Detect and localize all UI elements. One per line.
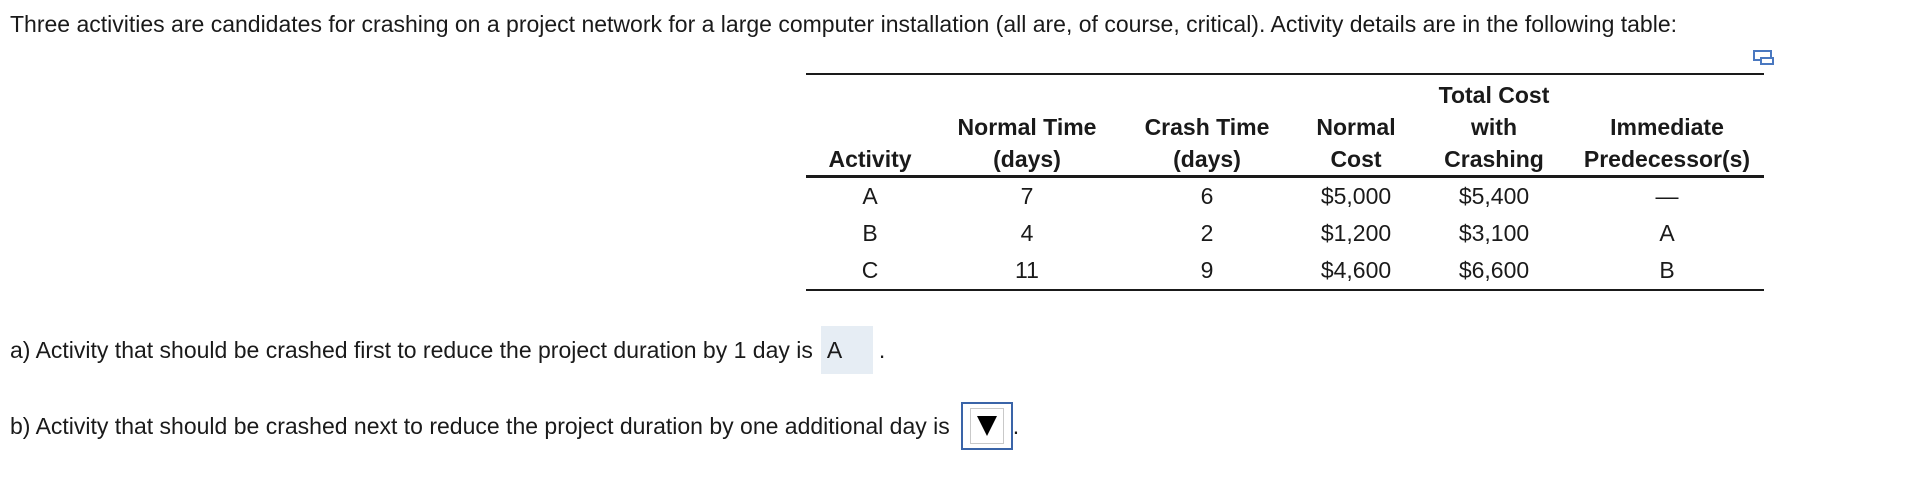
header-predecessors: Immediate Predecessor(s) <box>1570 74 1764 177</box>
cell-normal-time: 7 <box>1020 183 1034 209</box>
triangle-down-icon <box>977 416 997 436</box>
table-row <box>806 252 1764 290</box>
cell-crash-time: 6 <box>1200 183 1214 209</box>
cell-activity: B <box>862 220 878 246</box>
table-header-row <box>806 74 1764 177</box>
question-a-period: . <box>878 337 886 363</box>
answer-b-dropdown[interactable] <box>961 402 1013 450</box>
intro-text: Three activities are candidates for crashing on a project network for a large computer installation (all are, of course, critical). Activity details are in the following table: <box>10 11 1678 37</box>
copy-icon[interactable] <box>1752 48 1776 68</box>
question-a <box>10 326 885 374</box>
cell-normal-cost: $5,000 <box>1320 183 1392 209</box>
activity-table <box>806 73 1764 291</box>
question-b-text: b) Activity that should be crashed next to reduce the project duration by one additional day is <box>10 413 950 439</box>
cell-crash-time: 2 <box>1200 220 1214 246</box>
dropdown-button[interactable] <box>970 408 1004 444</box>
cell-activity: A <box>862 183 878 209</box>
cell-normal-cost: $1,200 <box>1320 220 1392 246</box>
question-b-period: . <box>1012 413 1020 439</box>
header-crash-time: Crash Time (days) <box>1120 74 1294 177</box>
header-normal-time: Normal Time (days) <box>934 74 1120 177</box>
cell-predecessors: A <box>1659 220 1675 246</box>
table-row <box>806 215 1764 252</box>
cell-normal-cost: $4,600 <box>1320 257 1392 283</box>
cell-normal-time: 11 <box>1015 257 1039 283</box>
header-total-cost: Total Cost with Crashing <box>1418 74 1570 177</box>
answer-a-field[interactable]: A <box>821 326 873 374</box>
cell-total-cost: $6,600 <box>1458 257 1530 283</box>
cell-activity: C <box>861 257 879 283</box>
cell-total-cost: $5,400 <box>1458 183 1530 209</box>
table-row <box>806 177 1764 216</box>
cell-predecessors: — <box>1655 183 1679 209</box>
cell-crash-time: 9 <box>1200 257 1214 283</box>
question-a-text: a) Activity that should be crashed first to reduce the project duration by 1 day is <box>10 337 813 363</box>
question-b <box>10 402 1019 450</box>
cell-predecessors: B <box>1659 257 1675 283</box>
header-activity: Activity <box>806 74 934 177</box>
cell-total-cost: $3,100 <box>1458 220 1530 246</box>
header-normal-cost: Normal Cost <box>1294 74 1418 177</box>
cell-normal-time: 4 <box>1020 220 1034 246</box>
